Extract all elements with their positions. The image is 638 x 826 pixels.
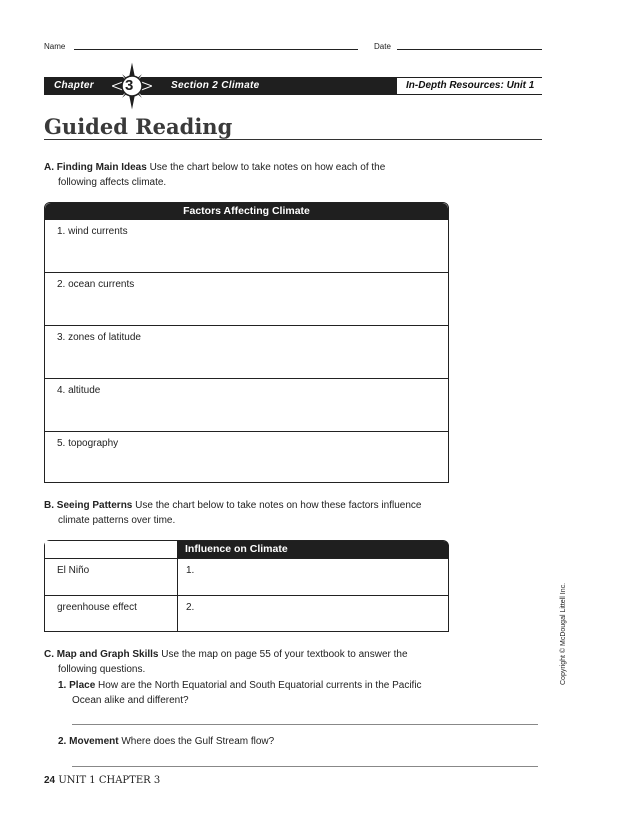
resource-label: In-Depth Resources: Unit 1 <box>406 80 535 91</box>
question-1-text-1: How are the North Equatorial and South Equatorial currents in the Pacific <box>98 680 422 691</box>
section-b-heading: Seeing Patterns <box>56 500 133 511</box>
influence-table-header-row <box>45 541 448 558</box>
section-b-instructions <box>44 498 524 528</box>
table-row[interactable] <box>45 220 448 272</box>
table-row[interactable] <box>45 272 448 325</box>
section-a-text-1: Use the chart below to take notes on how each of the <box>149 162 386 173</box>
chapter-number: 3 <box>125 77 134 94</box>
date-field[interactable] <box>397 49 542 50</box>
section-c-letter: C. <box>44 649 54 660</box>
section-c-text-2: following questions. <box>58 664 146 675</box>
page-footer <box>44 775 160 786</box>
row-label: 2. ocean currents <box>57 279 135 290</box>
question-2-number: 2. <box>58 736 67 747</box>
answer-number: 1. <box>186 565 195 576</box>
answer-number: 2. <box>186 602 195 613</box>
section-b-letter: B. <box>44 500 54 511</box>
question-1-number: 1. <box>58 680 67 691</box>
table-row[interactable] <box>45 595 448 631</box>
copyright-notice: Copyright © McDougal Littell Inc. <box>560 582 567 685</box>
question-2-skill: Movement <box>69 736 119 747</box>
name-field[interactable] <box>74 49 358 50</box>
section-c-instructions <box>44 647 524 677</box>
question-2 <box>58 734 538 749</box>
row-label: 3. zones of latitude <box>57 332 141 343</box>
section-b-text-2: climate patterns over time. <box>58 515 176 526</box>
name-label: Name <box>44 42 66 51</box>
title-divider <box>44 139 542 140</box>
section-b-text-1: Use the chart below to take notes on how these factors influence <box>135 500 422 511</box>
page-title: Guided Reading <box>44 114 233 139</box>
table-row[interactable] <box>45 325 448 378</box>
answer-line-1[interactable] <box>72 724 538 725</box>
section-a-letter: A. <box>44 162 54 173</box>
table-row[interactable] <box>45 558 448 595</box>
section-label: Section 2 Climate <box>171 80 260 91</box>
date-label: Date <box>374 42 391 51</box>
factors-table <box>44 202 449 483</box>
question-1 <box>58 678 538 708</box>
chapter-label: Chapter <box>54 80 94 91</box>
section-a-instructions <box>44 160 524 190</box>
table-row[interactable] <box>45 378 448 431</box>
section-c-text-1: Use the map on page 55 of your textbook to answer the <box>161 649 408 660</box>
footer-text: UNIT 1 CHAPTER 3 <box>58 775 161 786</box>
row-label: 1. wind currents <box>57 226 128 237</box>
page-number: 24 <box>44 775 56 786</box>
row-label: 4. altitude <box>57 385 101 396</box>
question-1-skill: Place <box>69 680 96 691</box>
answer-line-2[interactable] <box>72 766 538 767</box>
column-divider <box>177 559 178 596</box>
influence-table <box>44 540 449 632</box>
section-a-text-2: following affects climate. <box>58 177 167 188</box>
question-2-text-1: Where does the Gulf Stream flow? <box>121 736 275 747</box>
column-divider <box>177 596 178 632</box>
influence-table-header: Influence on Climate <box>177 541 449 558</box>
table-row[interactable] <box>45 431 448 482</box>
factors-table-header: Factors Affecting Climate <box>45 203 448 220</box>
blank-header-cell <box>45 541 177 558</box>
factor-label: El Niño <box>57 565 90 576</box>
factor-label: greenhouse effect <box>57 602 137 613</box>
row-label: 5. topography <box>57 438 119 449</box>
question-1-text-2: Ocean alike and different? <box>72 695 189 706</box>
section-c-heading: Map and Graph Skills <box>56 649 159 660</box>
compass-star-icon <box>112 60 152 112</box>
section-a-heading: Finding Main Ideas <box>56 162 147 173</box>
